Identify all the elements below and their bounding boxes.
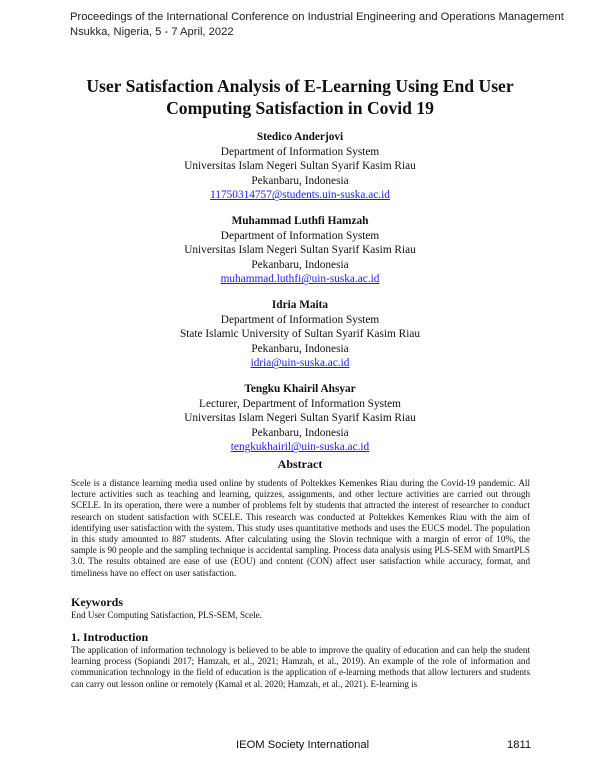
author-department: Department of Information System bbox=[220, 145, 380, 158]
author-city: Pekanbaru, Indonesia bbox=[251, 258, 349, 271]
author-department: Department of Information System bbox=[220, 313, 380, 326]
author-university: Universitas Islam Negeri Sultan Syarif Kasim Riau bbox=[184, 244, 416, 257]
paper-title bbox=[40, 75, 560, 119]
abstract-heading: Abstract bbox=[277, 457, 323, 471]
abstract-text: Scele is a distance learning media used online by students of Poltekkes Kemenkes Riau during the Covid-19 pandemic. All lecture activities such as teaching and learning, quizzes, assignments, and other lecture activities are carried out through SCELE. In its operation, there were a number of problems felt by students that attracted the interest of researcher to conduct research on student satisfaction with SCELE. This research was conducted at Poltekkes Kemenkes Riau with the aim of identifying user satisfaction with the system. This study uses quantitative methods and uses the EUCS model. The population in this study amounted to 887 students. After calculating using the Slovin technique with a margin of error of 10%, the sample is 90 people and the sampling technique is accidental sampling. Process data analysis using PLS-SEM with SmartPLS 3.0. The results obtained are ease of use (EOU) and content (CON) affect user satisfaction while accuracy, format, and timeliness have no effect on user satisfaction. bbox=[71, 478, 530, 578]
author-email-link[interactable]: idria@uin-suska.ac.id bbox=[250, 357, 350, 370]
introduction-heading: 1. Introduction bbox=[71, 630, 149, 644]
page-number: 1811 bbox=[507, 739, 532, 751]
title-line-2: Computing Satisfaction in Covid 19 bbox=[166, 98, 434, 118]
author-university: Universitas Islam Negeri Sultan Syarif Kasim Riau bbox=[184, 412, 416, 425]
proceedings-header bbox=[70, 10, 564, 40]
author-name: Idria Maita bbox=[271, 298, 329, 311]
author-city: Pekanbaru, Indonesia bbox=[251, 174, 349, 187]
author-university: State Islamic University of Sultan Syarif Kasim Riau bbox=[179, 328, 421, 341]
author-block bbox=[70, 298, 530, 371]
introduction-text: The application of information technology is believed to be able to improve the quality of education and can help the student learning process (Sopiandi 2017; Hamzah, et al., 2021; Hamzah, et al., 2019). An example of the role of information and communication technology in the field of education is the application of e-learning methods that allow lecturers and students can carry out lesson online or remotely (Kamal et al. 2020; Hamzah, et al., 2021). E-learning is bbox=[71, 645, 530, 689]
author-name: Muhammad Luthfi Hamzah bbox=[231, 214, 369, 227]
author-email-link[interactable]: tengkukhairil@uin-suska.ac.id bbox=[230, 441, 370, 454]
header-line-1: Proceedings of the International Conference on Industrial Engineering and Operations Management bbox=[70, 11, 564, 23]
author-city: Pekanbaru, Indonesia bbox=[251, 426, 349, 439]
author-block bbox=[70, 382, 530, 455]
title-line-1: User Satisfaction Analysis of E-Learning Using End User bbox=[86, 76, 514, 96]
keywords-heading: Keywords bbox=[71, 595, 123, 609]
author-block bbox=[70, 214, 530, 287]
keywords-text: End User Computing Satisfaction, PLS-SEM, Scele. bbox=[71, 610, 262, 620]
author-list bbox=[70, 130, 530, 466]
author-city: Pekanbaru, Indonesia bbox=[251, 342, 349, 355]
author-email-link[interactable]: muhammad.luthfi@uin-suska.ac.id bbox=[220, 273, 380, 286]
author-department: Lecturer, Department of Information System bbox=[199, 397, 401, 410]
author-name: Tengku Khairil Ahsyar bbox=[244, 382, 356, 395]
author-email-link[interactable]: 11750314757@students.uin-suska.ac.id bbox=[210, 189, 390, 202]
footer-publisher: IEOM Society International bbox=[236, 739, 370, 751]
header-line-2: Nsukka, Nigeria, 5 - 7 April, 2022 bbox=[70, 26, 234, 38]
author-university: Universitas Islam Negeri Sultan Syarif Kasim Riau bbox=[184, 160, 416, 173]
author-department: Department of Information System bbox=[220, 229, 380, 242]
author-block bbox=[70, 130, 530, 203]
author-name: Stedico Anderjovi bbox=[256, 131, 344, 143]
